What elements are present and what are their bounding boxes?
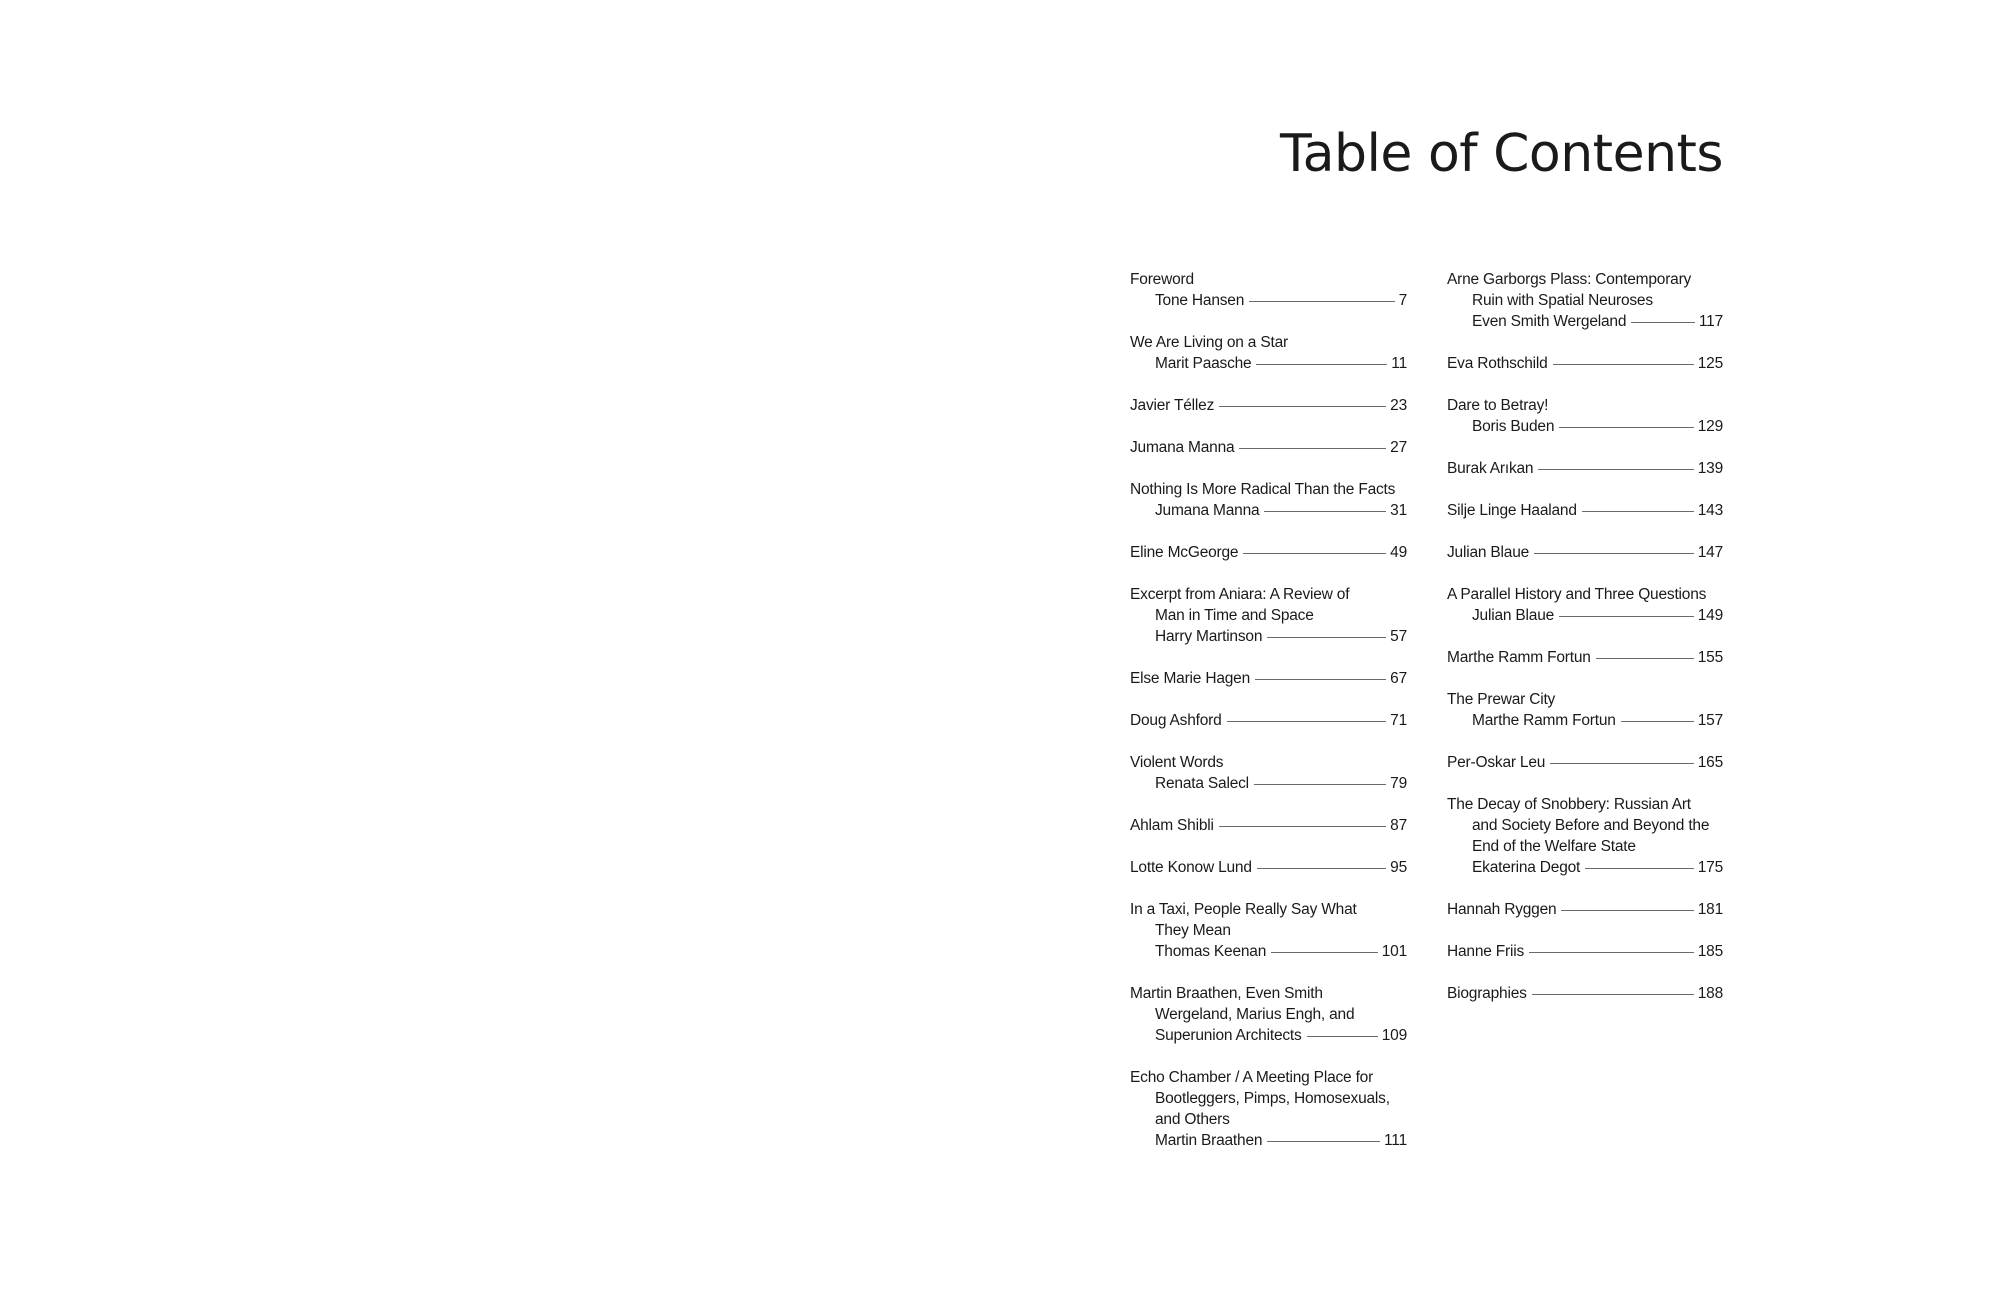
- toc-page-number: 109: [1381, 1027, 1407, 1044]
- toc-entry[interactable]: [1447, 542, 1723, 563]
- toc-page-number: 7: [1398, 292, 1407, 309]
- leader-rule: [1621, 721, 1694, 722]
- toc-entry[interactable]: [1447, 269, 1723, 332]
- toc-entry-title: Silje Linge Haaland: [1447, 502, 1577, 519]
- toc-entry[interactable]: [1447, 752, 1723, 773]
- toc-page-number: 111: [1384, 1132, 1407, 1149]
- toc-left-column: [1130, 269, 1407, 1172]
- toc-page-number: 185: [1697, 943, 1723, 960]
- toc-page-number: 147: [1697, 544, 1723, 561]
- leader-rule: [1256, 364, 1387, 365]
- toc-entry-title: Marthe Ramm Fortun: [1447, 649, 1591, 666]
- leader-rule: [1239, 448, 1386, 449]
- toc-entry-title: Hannah Ryggen: [1447, 901, 1557, 918]
- toc-entry[interactable]: [1130, 752, 1407, 794]
- toc-entry[interactable]: [1447, 941, 1723, 962]
- toc-page-number: 125: [1697, 355, 1723, 372]
- leader-rule: [1249, 301, 1394, 302]
- toc-entry[interactable]: [1447, 395, 1723, 437]
- toc-entry[interactable]: [1130, 857, 1407, 878]
- toc-entry-title: Violent Words: [1130, 754, 1224, 771]
- toc-entry-title: Eline McGeorge: [1130, 544, 1239, 561]
- toc-page-number: 87: [1390, 817, 1407, 834]
- toc-entry[interactable]: [1447, 353, 1723, 374]
- toc-entry-title: Javier Téllez: [1130, 397, 1215, 414]
- toc-entry[interactable]: [1447, 794, 1723, 878]
- leader-rule: [1255, 679, 1386, 680]
- leader-rule: [1596, 658, 1694, 659]
- leader-rule: [1534, 553, 1694, 554]
- leader-rule: [1550, 763, 1694, 764]
- toc-entry-title: Wergeland, Marius Engh, and: [1155, 1006, 1355, 1023]
- toc-page-number: 157: [1697, 712, 1723, 729]
- leader-rule: [1219, 826, 1386, 827]
- toc-entry[interactable]: [1130, 269, 1407, 311]
- toc-entry-title: Bootleggers, Pimps, Homosexuals,: [1155, 1090, 1390, 1107]
- toc-page-number: 23: [1390, 397, 1407, 414]
- toc-entry-title: Burak Arıkan: [1447, 460, 1534, 477]
- leader-rule: [1243, 553, 1386, 554]
- leader-rule: [1538, 469, 1693, 470]
- toc-entry-title: Arne Garborgs Plass: Contemporary: [1447, 271, 1692, 288]
- toc-entry-title: Ruin with Spatial Neuroses: [1472, 292, 1653, 309]
- toc-entry[interactable]: [1447, 584, 1723, 626]
- leader-rule: [1227, 721, 1387, 722]
- toc-entry-title: Lotte Konow Lund: [1130, 859, 1252, 876]
- toc-entry-title: and Others: [1155, 1111, 1230, 1128]
- leader-rule: [1631, 322, 1695, 323]
- toc-entry-author: Even Smith Wergeland: [1472, 313, 1627, 330]
- toc-entry[interactable]: [1130, 542, 1407, 563]
- toc-entry-title: End of the Welfare State: [1472, 838, 1636, 855]
- leader-rule: [1271, 952, 1378, 953]
- toc-entry[interactable]: [1130, 395, 1407, 416]
- toc-page-number: 155: [1697, 649, 1723, 666]
- toc-entry-title: We Are Living on a Star: [1130, 334, 1288, 351]
- toc-page-number: 31: [1390, 502, 1407, 519]
- toc-entry-title: Foreword: [1130, 271, 1194, 288]
- leader-rule: [1254, 784, 1386, 785]
- toc-entry-title: Ahlam Shibli: [1130, 817, 1214, 834]
- leader-rule: [1264, 511, 1386, 512]
- toc-entry-author: Renata Salecl: [1155, 775, 1249, 792]
- toc-entry-title: A Parallel History and Three Questions: [1447, 586, 1707, 603]
- toc-page-number: 175: [1697, 859, 1723, 876]
- toc-page-number: 67: [1390, 670, 1407, 687]
- toc-page-number: 149: [1697, 607, 1723, 624]
- toc-page-number: 139: [1697, 460, 1723, 477]
- leader-rule: [1585, 868, 1694, 869]
- toc-entry-title: Martin Braathen, Even Smith: [1130, 985, 1323, 1002]
- toc-entry-title: Doug Ashford: [1130, 712, 1222, 729]
- toc-entry-title: In a Taxi, People Really Say What: [1130, 901, 1357, 918]
- toc-entry-author: Boris Buden: [1472, 418, 1555, 435]
- toc-entry-title: and Society Before and Beyond the: [1472, 817, 1710, 834]
- toc-page-number: 117: [1698, 313, 1723, 330]
- toc-entry[interactable]: [1447, 458, 1723, 479]
- toc-entry-title: The Prewar City: [1447, 691, 1556, 708]
- toc-entry[interactable]: [1447, 647, 1723, 668]
- toc-entry-title: Else Marie Hagen: [1130, 670, 1250, 687]
- toc-page-number: 181: [1697, 901, 1723, 918]
- toc-right-column: [1447, 269, 1723, 1025]
- toc-entry-author: Jumana Manna: [1155, 502, 1260, 519]
- leader-rule: [1219, 406, 1386, 407]
- toc-page-number: 79: [1390, 775, 1407, 792]
- leader-rule: [1267, 637, 1386, 638]
- toc-page-number: 57: [1390, 628, 1407, 645]
- toc-page-number: 95: [1390, 859, 1407, 876]
- toc-entry-author: Thomas Keenan: [1155, 943, 1267, 960]
- toc-entry-author: Marit Paasche: [1155, 355, 1252, 372]
- toc-entry[interactable]: [1130, 899, 1407, 962]
- toc-entry[interactable]: [1130, 437, 1407, 458]
- toc-entry[interactable]: [1447, 689, 1723, 731]
- toc-entry[interactable]: [1130, 983, 1407, 1046]
- toc-entry[interactable]: [1130, 584, 1407, 647]
- toc-entry[interactable]: [1130, 1067, 1407, 1151]
- toc-entry-title: Man in Time and Space: [1155, 607, 1314, 624]
- toc-entry[interactable]: [1130, 668, 1407, 689]
- leader-rule: [1267, 1141, 1380, 1142]
- toc-page-number: 165: [1697, 754, 1723, 771]
- toc-entry-title: Julian Blaue: [1447, 544, 1530, 561]
- toc-entry-author: Harry Martinson: [1155, 628, 1263, 645]
- toc-page-number: 143: [1697, 502, 1723, 519]
- toc-entry[interactable]: [1130, 815, 1407, 836]
- toc-entry-author: Marthe Ramm Fortun: [1472, 712, 1616, 729]
- toc-entry-title: Hanne Friis: [1447, 943, 1525, 960]
- leader-rule: [1307, 1036, 1378, 1037]
- toc-entry-title: Excerpt from Aniara: A Review of: [1130, 586, 1350, 603]
- toc-entry-title: They Mean: [1155, 922, 1231, 939]
- toc-page-number: 49: [1390, 544, 1407, 561]
- toc-entry-title: Jumana Manna: [1130, 439, 1235, 456]
- toc-entry-author: Martin Braathen: [1155, 1132, 1263, 1149]
- toc-page-number: 101: [1381, 943, 1407, 960]
- toc-entry[interactable]: [1130, 710, 1407, 731]
- leader-rule: [1561, 910, 1693, 911]
- toc-page-number: 188: [1697, 985, 1723, 1002]
- toc-page-number: 71: [1390, 712, 1407, 729]
- leader-rule: [1529, 952, 1694, 953]
- toc-page-number: 11: [1391, 355, 1407, 372]
- toc-entry[interactable]: [1130, 332, 1407, 374]
- toc-entry-author: Superunion Architects: [1155, 1027, 1302, 1044]
- toc-entry-title: Dare to Betray!: [1447, 397, 1549, 414]
- toc-page-number: 129: [1697, 418, 1723, 435]
- toc-entry-author: Ekaterina Degot: [1472, 859, 1581, 876]
- toc-entry-title: Per-Oskar Leu: [1447, 754, 1546, 771]
- leader-rule: [1559, 427, 1693, 428]
- toc-entry-title: Echo Chamber / A Meeting Place for: [1130, 1069, 1374, 1086]
- toc-entry[interactable]: [1447, 983, 1723, 1004]
- leader-rule: [1582, 511, 1694, 512]
- toc-entry[interactable]: [1130, 479, 1407, 521]
- toc-entry-title: Eva Rothschild: [1447, 355, 1548, 372]
- leader-rule: [1532, 994, 1694, 995]
- toc-entry-title: Biographies: [1447, 985, 1527, 1002]
- toc-entry-author: Tone Hansen: [1155, 292, 1245, 309]
- toc-page-number: 27: [1390, 439, 1407, 456]
- toc-entry-author: Julian Blaue: [1472, 607, 1555, 624]
- toc-entry[interactable]: [1447, 500, 1723, 521]
- toc-entry-title: Nothing Is More Radical Than the Facts: [1130, 481, 1396, 498]
- leader-rule: [1553, 364, 1694, 365]
- leader-rule: [1257, 868, 1386, 869]
- page-title: Table of Contents: [1279, 124, 1723, 184]
- leader-rule: [1559, 616, 1694, 617]
- toc-entry-title: The Decay of Snobbery: Russian Art: [1447, 796, 1691, 813]
- toc-entry[interactable]: [1447, 899, 1723, 920]
